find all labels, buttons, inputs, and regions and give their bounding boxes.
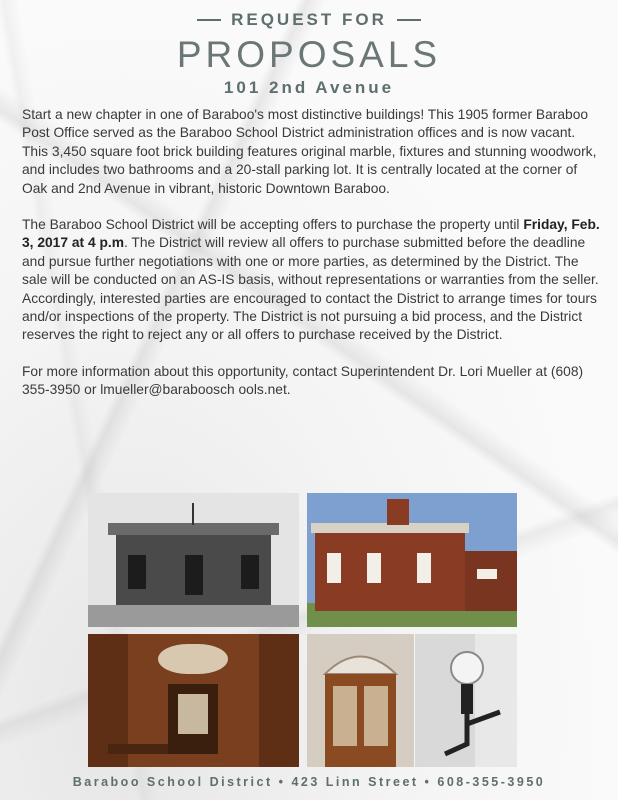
paragraph-contact: For more information about this opportunity, contact Superintendent Dr. Lori Mueller at (608) 355-3950 or lmueller@baraboosch ools.net.: [22, 363, 584, 398]
photo-historic-building: [88, 493, 299, 627]
offers-rest: . The District will review all offers to purchase submitted before the deadline and pursue further negotiations with one or more parties, as determined by the District. The sale will be conducted on an AS-IS basis, without representations or warranties from the seller. Accordingly, interested parties are encouraged to contact the District to arrange times for tours and/or inspections of the property. The District is not pursuing a bid process, and the District reserves the right to reject any or all offers to purchase received by the District.: [22, 235, 599, 343]
paragraph-description: Start a new chapter in one of Baraboo's most distinctive buildings! This 1905 former Baraboo Post Office served as the Baraboo School District administration offices and is now vacant. This 3,450 square foot brick building features original marble, fixtures and stunning woodwork, and includes two bathrooms and a 20-stall parking lot. It is centrally located at the corner of Oak and 2nd Avenue in vibrant, historic Downtown Baraboo.: [22, 107, 597, 196]
interior-woodwork-image: [88, 634, 299, 767]
footer-contact: Baraboo School District • 423 Linn Street • 608-355-3950: [72, 775, 546, 789]
photo-interior-woodwork: [88, 634, 299, 767]
left-rule: [197, 19, 221, 21]
property-address: 101 2nd Avenue: [223, 78, 395, 97]
offers-lead: The Baraboo School District will be accepting offers to purchase the property until: [22, 217, 520, 233]
photo-doors: [307, 634, 414, 767]
paragraph-offers: [22, 216, 600, 345]
kicker: [0, 8, 618, 32]
exterior-image: [307, 493, 517, 627]
kicker-text: REQUEST FOR: [231, 10, 387, 29]
light-fixture-image: [415, 634, 517, 767]
historic-building-image: [88, 493, 299, 627]
body-text: [22, 106, 600, 418]
photo-exterior-color: [307, 493, 517, 627]
photo-light-fixture: [415, 634, 517, 767]
doors-image: [307, 634, 414, 767]
header: [0, 8, 618, 98]
deadline: Friday, Feb. 3, 2017 at 4 p.m: [22, 217, 600, 251]
page-title: PROPOSALS: [176, 34, 442, 75]
right-rule: [397, 19, 421, 21]
